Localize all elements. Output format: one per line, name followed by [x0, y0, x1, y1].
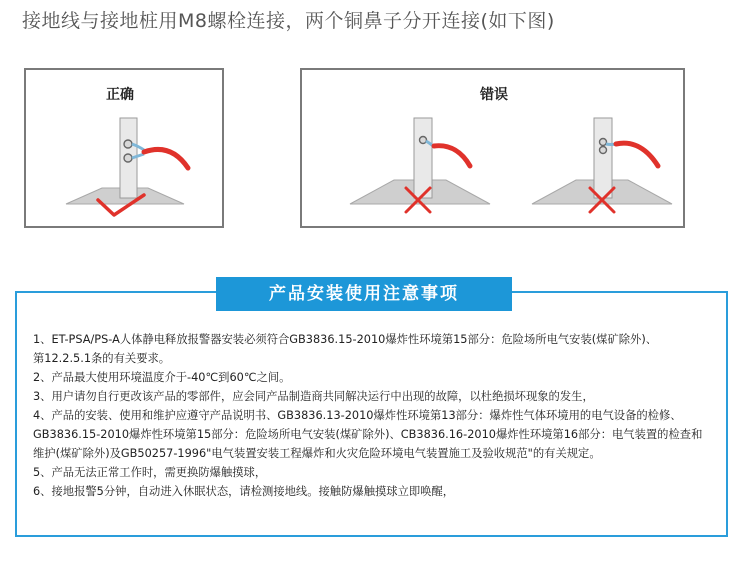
wrong-illustration	[302, 70, 687, 230]
correct-illustration	[26, 70, 226, 230]
correct-label: 正确	[106, 87, 134, 103]
notice-item: 4、产品的安装、使用和维护应遵守产品说明书、GB3836.13-2010爆炸性环境第13部分：爆炸性气体环境用的电气设备的检修、	[33, 409, 682, 422]
wrong-example-panel	[300, 68, 685, 228]
notice-item: 2、产品最大使用环境温度介于-40℃到60℃之间。	[33, 371, 291, 384]
notice-item: 维护(煤矿除外)及GB50257-1996"电气装置安装工程爆炸和火灾危险环境电气装置施工及验收规范"的有关规定。	[33, 447, 601, 460]
wrong-label: 错误	[480, 87, 508, 103]
notice-item: 5、产品无法正常工作时，需更换防爆触摸球，	[33, 466, 267, 479]
notice-item: 6、接地报警5分钟，自动进入休眠状态，请检测接地线。接触防爆触摸球立即唤醒，	[33, 485, 455, 498]
correct-example-panel	[24, 68, 224, 228]
notice-item: 第12.2.5.1条的有关要求。	[33, 352, 171, 365]
notice-list	[33, 330, 713, 501]
page-title: 接地线与接地桩用M8螺栓连接，两个铜鼻子分开连接(如下图)	[22, 10, 555, 32]
notice-item: 3、用户请勿自行更改该产品的零部件，应会同产品制造商共同解决运行中出现的故障，以杜绝损坏现象的发生，	[33, 390, 594, 403]
notice-item: 1、ET-PSA/PS-A人体静电释放报警器安装必须符合GB3836.15-2010爆炸性环境第15部分：危险场所电气安装(煤矿除外)、	[33, 333, 658, 346]
notice-title: 产品安装使用注意事项	[216, 277, 512, 311]
notice-item: GB3836.15-2010爆炸性环境第15部分：危险场所电气安装(煤矿除外)、CB3836.16-2010爆炸性环境第16部分：电气装置的检查和	[33, 428, 703, 441]
